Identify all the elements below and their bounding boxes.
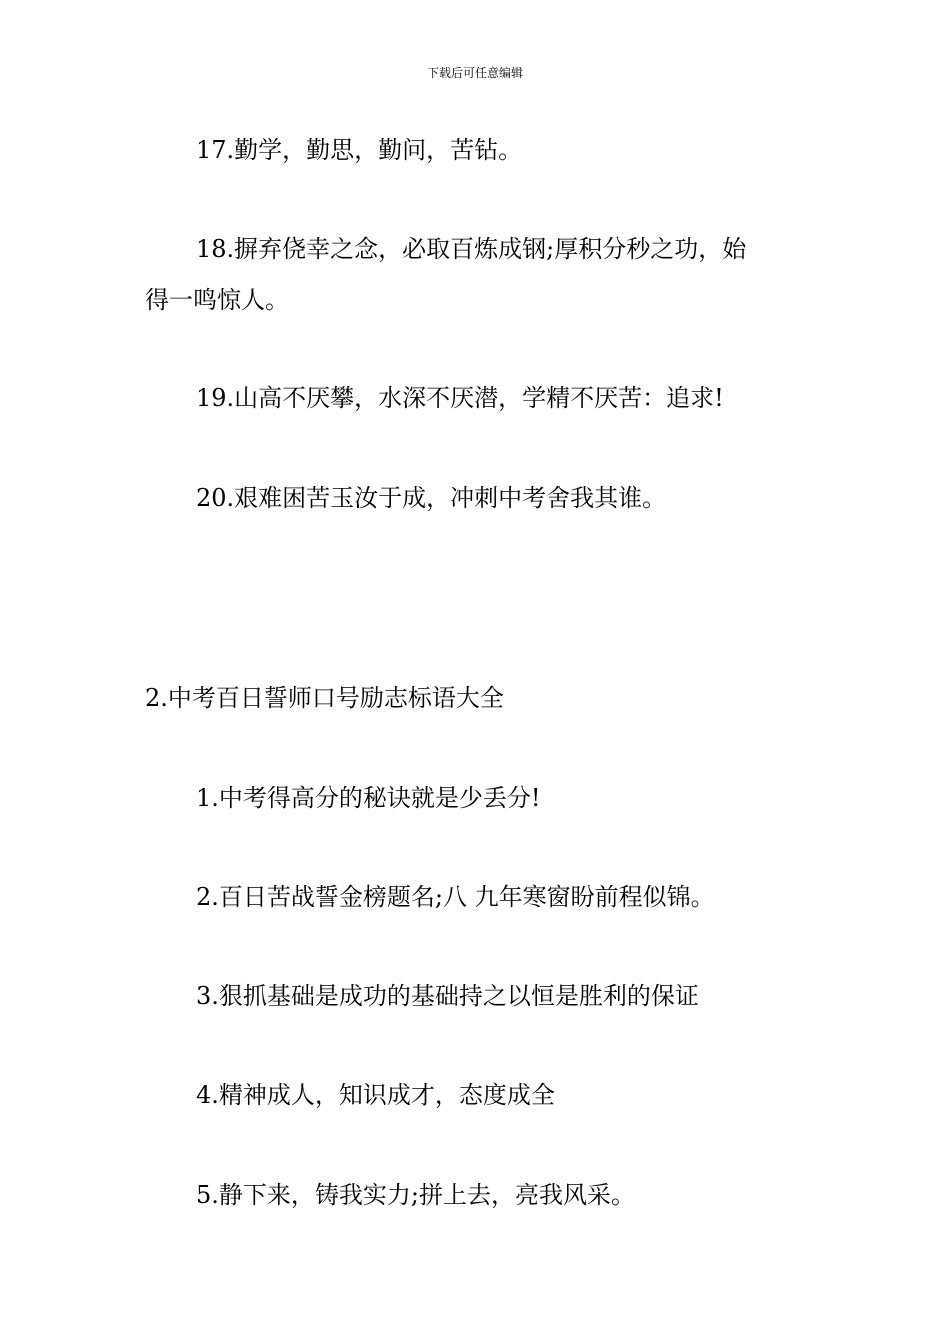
slogan-17: 17.勤学，勤思，勤问，苦钻。: [196, 136, 523, 164]
page-header: 下载后可任意编辑: [426, 66, 523, 80]
section2-item-1: 1.中考得高分的秘诀就是少丢分!: [196, 784, 541, 812]
section2-item-2: 2.百日苦战誓金榜题名;八 九年寒窗盼前程似锦。: [196, 883, 715, 911]
section2-item-3: 3.狠抓基础是成功的基础持之以恒是胜利的保证: [196, 982, 699, 1010]
section2-item-5: 5.静下来，铸我实力;拼上去，亮我风采。: [196, 1181, 635, 1209]
slogan-18-line2: 得一鸣惊人。: [145, 286, 289, 314]
slogan-18-line1: 18.摒弃侥幸之念，必取百炼成钢;厚积分秒之功，始: [196, 235, 747, 263]
section2-item-4: 4.精神成人，知识成才，态度成全: [196, 1081, 555, 1109]
slogan-20: 20.艰难困苦玉汝于成，冲刺中考舍我其谁。: [196, 484, 667, 512]
slogan-19: 19.山高不厌攀，水深不厌潜，学精不厌苦：追求!: [196, 384, 724, 412]
section-title: 2.中考百日誓师口号励志标语大全: [145, 684, 504, 712]
